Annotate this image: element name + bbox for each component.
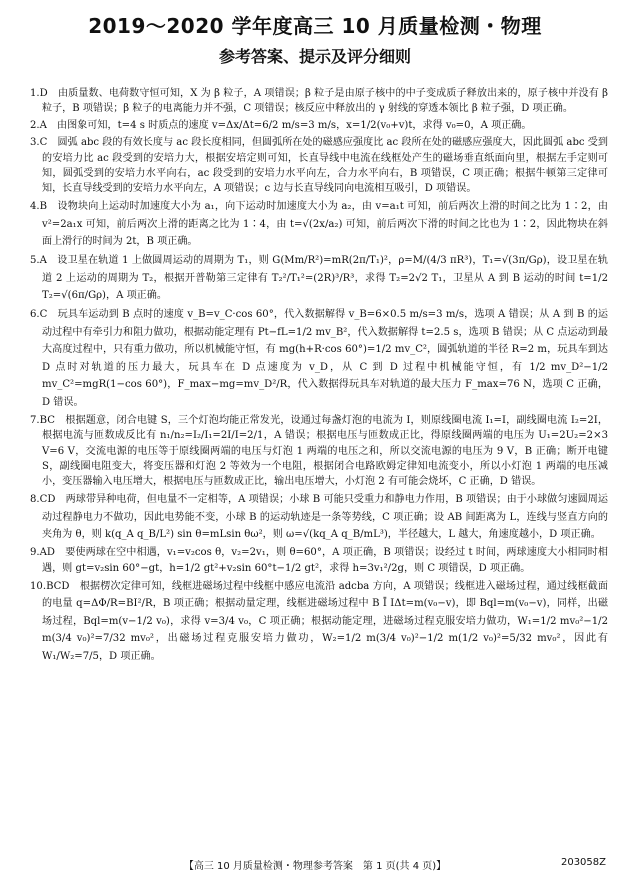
answer-item-7	[30, 413, 608, 490]
answer-item-5	[30, 252, 608, 305]
answer-text: A 设卫星在轨道 1 上做圆周运动的周期为 T₁，则 G(Mm/R²)=mR(2π/T₁)²，ρ=M/(4/3 πR³)，T₁=√(3π/Gρ)，设卫星在轨道 2 上运动的周期为 T₂，根据开普勒第三定律有 T₂²/T₁²=(2R)³/R³，求得 T₂=2√2 T₁，卫星从 A 到 B 运动的时间 t=1/2 T₂=√(6π/Gρ)，A 项正确。	[39, 255, 608, 302]
page-footer	[0, 857, 630, 871]
answer-item-10	[30, 578, 608, 666]
answer-item-2	[30, 118, 608, 133]
page-subtitle: 参考答案、提示及评分细则	[218, 47, 411, 66]
answer-text: AD 要使两球在空中相遇，v₁=v₂cos θ，v₂=2v₁，则 θ=60°，A 项正确，B 项错误；设经过 t 时间，两球速度大小相同时相遇，则 gt=v₂sin 60°−gt，h=1/2 gt²+v₂sin 60°t−1/2 gt²，求得 h=3v₁²/2g，则 C 项错误，D 项正确。	[39, 547, 608, 574]
answer-number: 1.	[30, 88, 40, 99]
answer-number: 10.	[30, 580, 47, 592]
answer-number: 3.	[30, 137, 40, 149]
footer-page-info: 【高三 10 月质量检测・物理参考答案 第 1 页(共 4 页)】	[183, 861, 447, 872]
answer-text: BC 根据题意，闭合电键 S，三个灯泡均能正常发光，设通过每盏灯泡的电流为 I，则原线圈电流 I₁=I，副线圈电流 I₂=2I，根据电流与匝数成反比有 n₁/n₂=I₂/I₁=2I/I=2/1，A 错误；根据电压与匝数成正比，得原线圈两端的电压为 U₁=2U₂=2×3 V=6 V，交流电源的电压等于原线圈两端的电压与灯泡 1 两端的电压之和，所以交流电源的电压为 9 V，B 正确；断开电键 S，副线圈电阻变大，将变压器和灯泡 2 等效为一个电阻，根据闭合电路欧姆定律知电流变小，所以小灯泡 1 两端的电压减小，变压器输入电压增大，根据电压与匝数成正比，输出电压增大，小灯泡 2 有可能会烧坏，C 正确，D 错误。	[39, 414, 608, 488]
answer-number: 2.	[30, 120, 40, 132]
answer-text: D 由质量数、电荷数守恒可知，X 为 β 粒子，A 项错误；β 粒子是由原子核中的中子变成质子释放出来的，原子核中并没有 β 粒子，B 项错误；β 粒子的电离能力并不强，C 项错误；核反应中释放出的 γ 射线的穿透本领比 β 粒子强，D 项正确。	[39, 88, 608, 115]
answer-item-6	[30, 306, 608, 411]
answer-item-3	[30, 135, 608, 197]
footer-doc-code: 203058Z	[560, 857, 606, 868]
answer-number: 4.	[30, 201, 40, 213]
answer-text: C 圆弧 abc 段的有效长度与 ac 段长度相同，但圆弧所在处的磁感应强度比 ac 段所在处的磁感应强度大，因此圆弧 abc 受到的安培力比 ac 段受到的安培力大，根据安培定则可知，长直导线中电流在线框处产生的磁场垂直纸面向里，根据左手定则可知，圆弧受到的安培力水平向右，ac 段受到的安培力水平向左，合力水平向右，B 项错误，C 项正确；根据牛顿第三定律可知，长直导线受到的安培力水平向左，A 项错误；c 边与长直导线同向电流相互吸引，D 项错误。	[39, 137, 608, 195]
answer-item-9	[30, 545, 608, 576]
answer-number: 6.	[30, 309, 40, 321]
answer-number: 9.	[30, 547, 40, 559]
answer-item-8	[30, 491, 608, 544]
answer-item-4	[30, 198, 608, 251]
answer-text: C 玩具车运动到 B 点时的速度 v_B=v_C·cos 60°，代入数据解得 v_B=6×0.5 m/s=3 m/s，选项 A 错误；从 A 到 B 的运动过程中有牵引力和阻力做功，根据动能定理有 Pt−fL=1/2 mv_B²，代入数据解得 t=2.5 s，选项 B 错误；从 C 点运动到最大高度过程中，只有重力做功，所以机械能守恒，有 mg(h+R·cos 60°)=1/2 mv_C²，圆弧轨道的半径 R=2 m，玩具车到达 D 点时对轨道的压力最大，玩具车在 D 点速度为 v_D，从 C 到 D 过程中机械能守恒，有 1/2 mv_D²−1/2 mv_C²=mgR(1−cos 60°)，F_max−mg=mv_D²/R，代入数据得玩具车对轨道的最大压力 F_max=76 N，选项 C 正确，D 错误。	[39, 309, 608, 408]
answer-item-1	[30, 86, 608, 117]
answer-number: 7.	[30, 414, 40, 426]
answer-text: A 由图象可知，t=4 s 时质点的速度 v=Δx/Δt=6/2 m/s=3 m/s，x=1/2(v₀+v)t，求得 v₀=0，A 项正确。	[39, 120, 532, 132]
answer-number: 8.	[30, 494, 40, 506]
answer-list	[30, 86, 608, 667]
page-title: 2019～2020 学年度高三 10 月质量检测・物理	[88, 14, 542, 38]
answer-text: BCD 根据楞次定律可知，线框进磁场过程中线框中感应电流沿 adcba 方向，A 项错误；线框进入磁场过程，通过线框截面的电量 q=ΔΦ/R=BI²/R，B 项正确；根据动量定理，线框进磁场过程中 B Ī IΔt=m(v₀−v)，即 Bql=m(v₀−v)，同样，出磁场过程，Bql=m(v−1/2 v₀)，求得 v=3/4 v₀，C 项正确；根据动能定理，进磁场过程克服安培力做功，W₁=1/2 mv₀²−1/2 m(3/4 v₀)²=7/32 mv₀²，出磁场过程克服安培力做功，W₂=1/2 m(3/4 v₀)²−1/2 m(1/2 v₀)²=5/32 mv₀²，因此有 W₁/W₂=7/5，D 项正确。	[42, 580, 608, 662]
answer-text: B 设物块向上运动时加速度大小为 a₁，向下运动时加速度大小为 a₂，由 v=a₁t 可知，前后两次上滑的时间之比为 1∶2，由 v²=2a₁x 可知，前后两次上滑的距离之比为 1∶4，由 t=√(2x/a₂) 可知，前后两次下滑的时间之比也为 1∶2，因此物块在斜面上滑行的时间为 2t，B 项正确。	[39, 201, 608, 248]
answer-number: 5.	[30, 255, 40, 267]
answer-text: CD 两球带异种电荷，但电量不一定相等，A 项错误；小球 B 可能只受重力和静电力作用，B 项错误；由于小球做匀速圆周运动过程静电力不做功，因此电势能不变，小球 B 的运动轨迹是一条等势线，C 项正确；设 AB 间距离为 L，连线与竖直方向的夹角为 θ，则 k(q_A q_B/L²) sin θ=mLsin θω²，则 ω=√(kq_A q_B/mL³)，半径越大，L 越大，角速度越小，D 项正确。	[39, 494, 608, 541]
